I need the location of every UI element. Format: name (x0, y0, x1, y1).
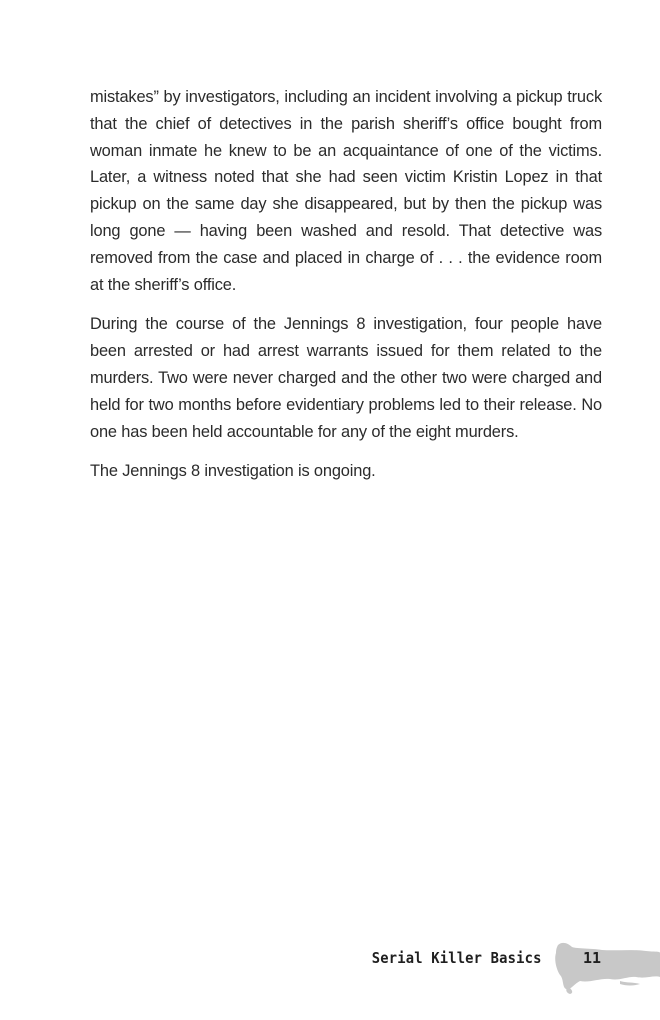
book-title: Serial Killer Basics (372, 949, 542, 967)
paragraph-3: The Jennings 8 investigation is ongoing. (90, 462, 376, 481)
paragraph-2: During the course of the Jennings 8 investigation, four people have been arrested or had arrest warrants issued for them related to the murders. Two were never charged and the other two were charged and held for two months before evidentiary problems led to their release. No one has been held accountable for any of the eight murders. (90, 315, 602, 441)
paragraph-1: mistakes” by investigators, including an incident involving a pickup truck that the chief of detectives in the parish sheriff’s office bought from woman inmate he knew to be an acquaintance of one of the victims. Later, a witness noted that she had seen victim Kristin Lopez in that pickup on the same day she disappeared, but by then the pickup was long gone — having been washed and resold. That detective was removed from the case and placed in charge of . . . the evidence room at the sheriff’s office. (90, 88, 602, 294)
brush-stroke-decoration (550, 939, 660, 995)
page-number: 11 (583, 949, 602, 967)
body-text (90, 84, 602, 498)
page-footer (0, 935, 660, 995)
